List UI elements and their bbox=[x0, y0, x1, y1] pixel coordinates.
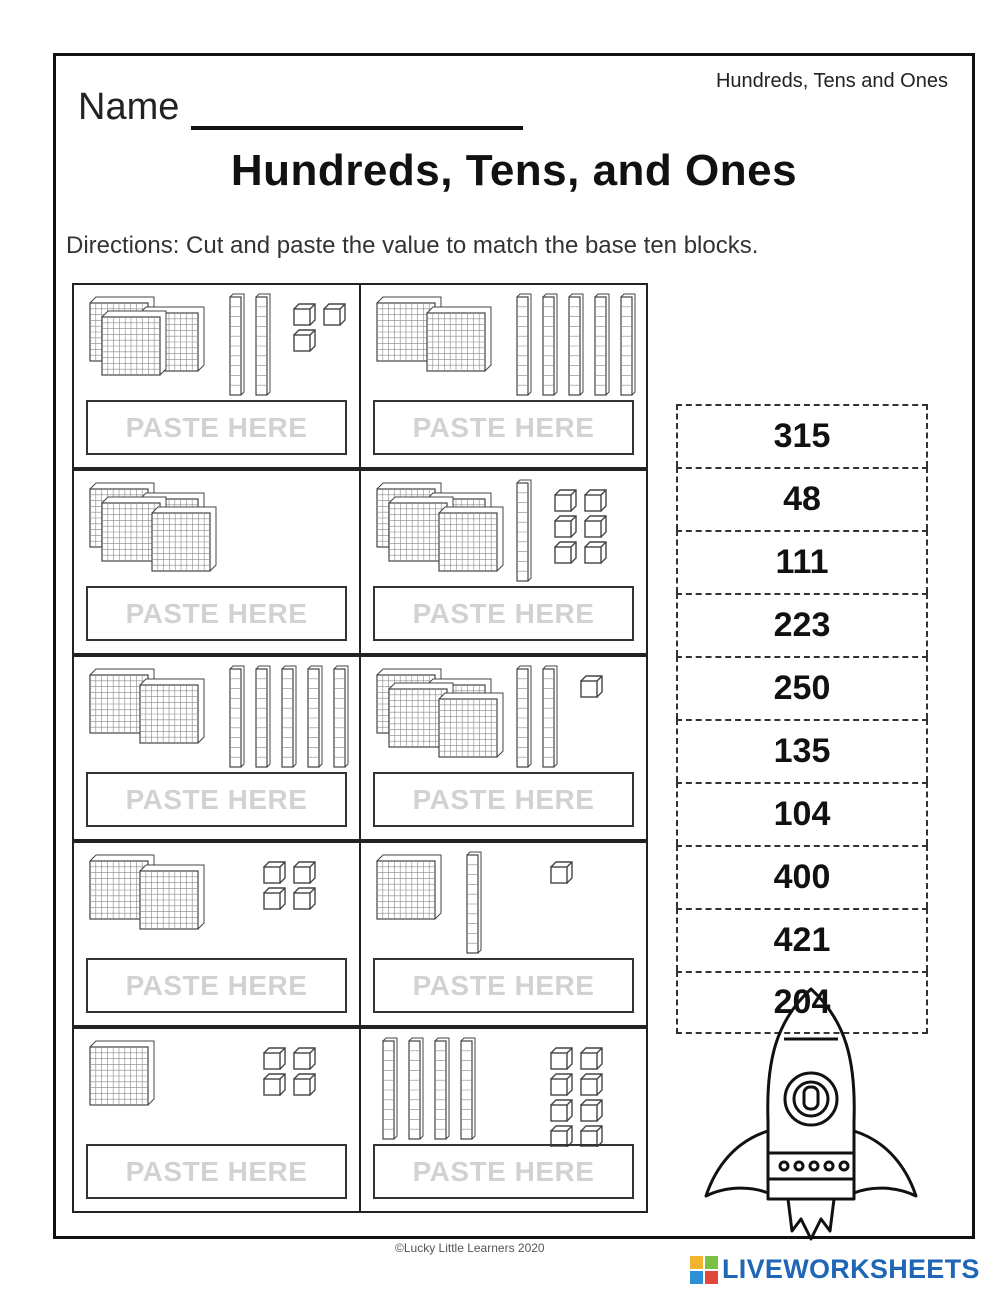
one-cube bbox=[294, 888, 315, 909]
base-ten-blocks bbox=[74, 471, 363, 589]
one-cube bbox=[551, 862, 572, 883]
problem-cell bbox=[359, 655, 648, 841]
base-ten-blocks bbox=[74, 285, 363, 403]
problem-cell bbox=[72, 655, 361, 841]
problem-cell bbox=[359, 1027, 648, 1213]
ten-rod bbox=[230, 666, 244, 767]
paste-here-box[interactable]: PASTE HERE bbox=[373, 400, 634, 455]
one-cube bbox=[555, 516, 576, 537]
corner-label: Hundreds, Tens and Ones bbox=[715, 70, 948, 92]
hundred-flat bbox=[427, 307, 491, 371]
hundred-flat bbox=[439, 693, 503, 757]
ten-rod bbox=[517, 480, 531, 581]
problem-grid bbox=[72, 283, 650, 1213]
answer-tile[interactable]: 315 bbox=[676, 404, 928, 467]
base-ten-blocks bbox=[74, 843, 363, 961]
one-cube bbox=[264, 862, 285, 883]
one-cube bbox=[555, 490, 576, 511]
hundred-flat bbox=[152, 507, 216, 571]
one-cube bbox=[294, 1074, 315, 1095]
one-cube bbox=[581, 676, 602, 697]
paste-here-box[interactable]: PASTE HERE bbox=[86, 1144, 347, 1199]
worksheet bbox=[53, 53, 975, 1239]
ten-rod bbox=[569, 294, 583, 395]
ten-rod bbox=[435, 1038, 449, 1139]
one-cube bbox=[555, 542, 576, 563]
one-cube bbox=[324, 304, 345, 325]
one-cube bbox=[264, 888, 285, 909]
answer-tile[interactable]: 421 bbox=[676, 908, 928, 971]
paste-here-box[interactable]: PASTE HERE bbox=[373, 1144, 634, 1199]
paste-here-box[interactable]: PASTE HERE bbox=[86, 586, 347, 641]
one-cube bbox=[581, 1048, 602, 1069]
page-title: Hundreds, Tens, and Ones bbox=[230, 146, 798, 195]
problem-cell bbox=[72, 283, 361, 469]
ten-rod bbox=[621, 294, 635, 395]
one-cube bbox=[294, 862, 315, 883]
hundred-flat bbox=[140, 679, 204, 743]
answer-strip bbox=[676, 404, 928, 1034]
ten-rod bbox=[461, 1038, 475, 1139]
ten-rod bbox=[517, 666, 531, 767]
answer-tile[interactable]: 223 bbox=[676, 593, 928, 656]
problem-cell bbox=[359, 841, 648, 1027]
one-cube bbox=[581, 1074, 602, 1095]
base-ten-blocks bbox=[361, 657, 650, 775]
problem-cell bbox=[72, 841, 361, 1027]
one-cube bbox=[294, 1048, 315, 1069]
hundred-flat bbox=[102, 311, 166, 375]
base-ten-blocks bbox=[74, 1029, 363, 1147]
ten-rod bbox=[334, 666, 348, 767]
ten-rod bbox=[409, 1038, 423, 1139]
name-label: Name bbox=[78, 86, 180, 128]
paste-here-box[interactable]: PASTE HERE bbox=[373, 958, 634, 1013]
one-cube bbox=[585, 542, 606, 563]
ten-rod bbox=[543, 294, 557, 395]
answer-tile[interactable]: 250 bbox=[676, 656, 928, 719]
paste-here-box[interactable]: PASTE HERE bbox=[373, 586, 634, 641]
rocket-illustration bbox=[696, 981, 926, 1243]
paste-here-box[interactable]: PASTE HERE bbox=[86, 958, 347, 1013]
one-cube bbox=[585, 490, 606, 511]
ten-rod bbox=[595, 294, 609, 395]
answer-tile[interactable]: 111 bbox=[676, 530, 928, 593]
brand-text: LIVEWORKSHEETS bbox=[722, 1254, 980, 1284]
directions: Directions: Cut and paste the value to match the base ten blocks. bbox=[66, 232, 759, 259]
ten-rod bbox=[517, 294, 531, 395]
one-cube bbox=[264, 1048, 285, 1069]
brand[interactable] bbox=[690, 1254, 980, 1285]
copyright: ©Lucky Little Learners 2020 bbox=[395, 1241, 545, 1255]
ten-rod bbox=[308, 666, 322, 767]
base-ten-blocks bbox=[361, 471, 650, 589]
liveworksheets-logo-icon bbox=[690, 1256, 718, 1284]
paste-here-box[interactable]: PASTE HERE bbox=[86, 772, 347, 827]
one-cube bbox=[294, 330, 315, 351]
base-ten-blocks bbox=[361, 843, 650, 961]
ten-rod bbox=[282, 666, 296, 767]
one-cube bbox=[264, 1074, 285, 1095]
problem-cell bbox=[359, 469, 648, 655]
base-ten-blocks bbox=[361, 1029, 650, 1147]
ten-rod bbox=[383, 1038, 397, 1139]
ten-rod bbox=[256, 294, 270, 395]
hundred-flat bbox=[140, 865, 204, 929]
ten-rod bbox=[467, 852, 481, 953]
hundred-flat bbox=[377, 855, 441, 919]
base-ten-blocks bbox=[361, 285, 650, 403]
answer-tile[interactable]: 135 bbox=[676, 719, 928, 782]
ten-rod bbox=[543, 666, 557, 767]
one-cube bbox=[551, 1100, 572, 1121]
one-cube bbox=[294, 304, 315, 325]
one-cube bbox=[585, 516, 606, 537]
answer-tile[interactable]: 204 bbox=[676, 971, 928, 1034]
one-cube bbox=[551, 1074, 572, 1095]
answer-tile[interactable]: 104 bbox=[676, 782, 928, 845]
hundred-flat bbox=[90, 1041, 154, 1105]
one-cube bbox=[551, 1048, 572, 1069]
hundred-flat bbox=[439, 507, 503, 571]
ten-rod bbox=[230, 294, 244, 395]
name-line[interactable] bbox=[191, 126, 523, 130]
paste-here-box[interactable]: PASTE HERE bbox=[373, 772, 634, 827]
one-cube bbox=[581, 1100, 602, 1121]
ten-rod bbox=[256, 666, 270, 767]
problem-cell bbox=[72, 469, 361, 655]
paste-here-box[interactable]: PASTE HERE bbox=[86, 400, 347, 455]
answer-tile[interactable]: 48 bbox=[676, 467, 928, 530]
answer-tile[interactable]: 400 bbox=[676, 845, 928, 908]
problem-cell bbox=[359, 283, 648, 469]
base-ten-blocks bbox=[74, 657, 363, 775]
problem-cell bbox=[72, 1027, 361, 1213]
